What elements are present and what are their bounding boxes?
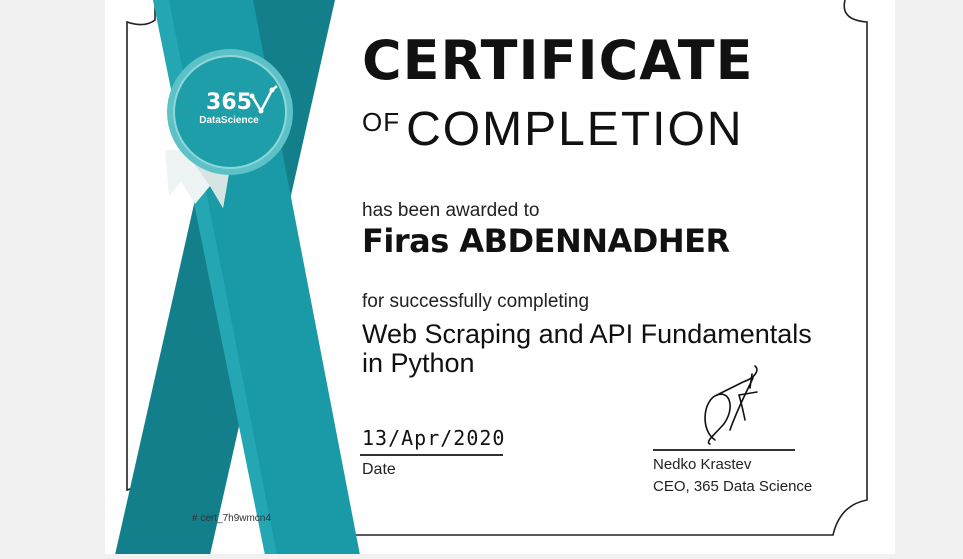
- course-title: [362, 320, 882, 378]
- certificate-sheet: [105, 0, 895, 554]
- date-label: Date: [362, 461, 396, 478]
- completing-text: for successfully completing: [362, 291, 590, 312]
- certificate-subtitle: [362, 103, 744, 156]
- recipient-name: Firas ABDENNADHER: [362, 222, 730, 260]
- certificate-title: CERTIFICATE: [362, 29, 754, 92]
- awarded-text: has been awarded to: [362, 200, 540, 221]
- course-title-line2: in Python: [362, 348, 475, 378]
- signer-title: CEO, 365 Data Science: [653, 478, 813, 495]
- signature-underline: [653, 449, 795, 451]
- logo-badge: [189, 92, 269, 126]
- certificate-id: # cert_7h9wmcn4: [192, 513, 271, 524]
- course-title-line1: Web Scraping and API Fundamentals: [362, 319, 812, 349]
- logo-number: 365: [206, 90, 252, 115]
- signer-name: Nedko Krastev: [653, 456, 752, 473]
- date-underline: [360, 454, 503, 456]
- completion-date: 13/Apr/2020: [362, 426, 506, 450]
- subtitle-completion: COMPLETION: [406, 103, 744, 156]
- logo-brand: DataScience: [199, 115, 259, 126]
- subtitle-of: OF: [362, 107, 401, 137]
